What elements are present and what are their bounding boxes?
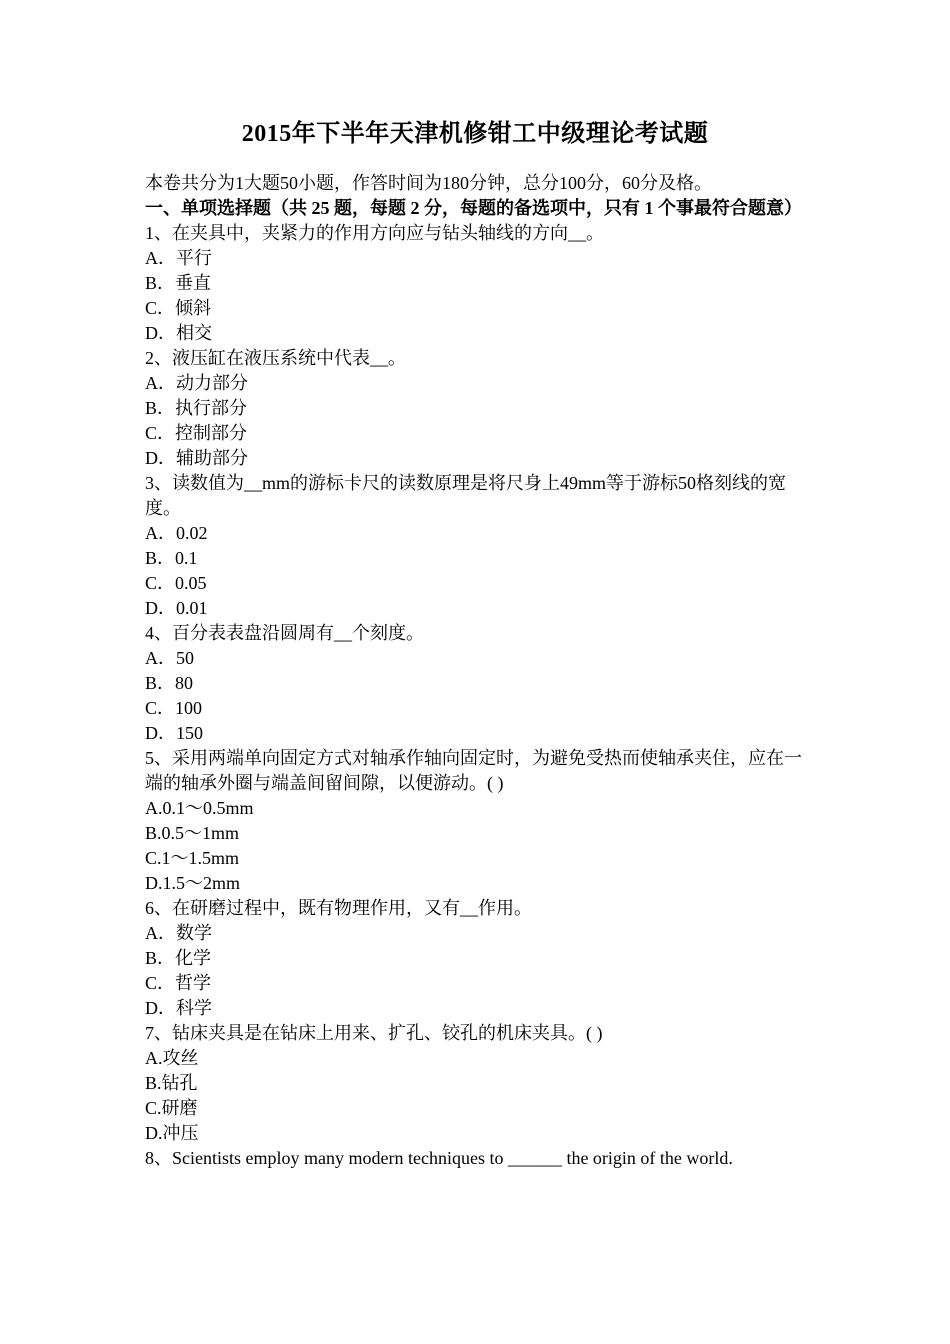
question-text: 6、在研磨过程中，既有物理作用，又有__作用。 — [145, 898, 532, 918]
option-a: A．动力部分 — [145, 373, 248, 393]
option-b: B．执行部分 — [145, 398, 248, 418]
option-a: A．50 — [145, 648, 194, 668]
exam-intro: 本卷共分为1大题50小题，作答时间为180分钟，总分100分，60分及格。 — [145, 173, 712, 193]
question-block — [145, 1021, 810, 1146]
section-heading: 一、单项选择题（共 25 题，每题 2 分，每题的备选项中，只有 1 个事最符合题意） — [145, 198, 802, 218]
option-d: D．0.01 — [145, 598, 208, 618]
question-block — [145, 746, 810, 896]
option-c: C.研磨 — [145, 1098, 198, 1118]
question-block — [145, 346, 810, 471]
option-b: B．80 — [145, 673, 194, 693]
question-block — [145, 621, 810, 746]
option-c: C．倾斜 — [145, 298, 212, 318]
option-c: C．100 — [145, 698, 203, 718]
option-b: B．0.1 — [145, 548, 198, 568]
option-d: D.1.5～2mm — [145, 873, 241, 893]
option-b: B．化学 — [145, 948, 212, 968]
question-block — [145, 1146, 810, 1171]
question-text: 8、Scientists employ many modern techniques to ______ the origin of the world. — [145, 1148, 733, 1168]
option-c: C．哲学 — [145, 973, 212, 993]
question-block — [145, 221, 810, 346]
option-a: A．平行 — [145, 248, 212, 268]
option-b: B.0.5～1mm — [145, 823, 240, 843]
question-block — [145, 896, 810, 1021]
option-c: C．控制部分 — [145, 423, 248, 443]
option-c: C．0.05 — [145, 573, 207, 593]
document-body — [145, 171, 810, 1171]
option-d: D．辅助部分 — [145, 448, 248, 468]
option-a: A.攻丝 — [145, 1048, 199, 1068]
option-b: B.钻孔 — [145, 1073, 198, 1093]
option-b: B．垂直 — [145, 273, 212, 293]
question-block — [145, 471, 810, 621]
option-d: D．科学 — [145, 998, 212, 1018]
question-text: 1、在夹具中，夹紧力的作用方向应与钻头轴线的方向__。 — [145, 223, 604, 243]
question-text: 3、读数值为__mm的游标卡尺的读数原理是将尺身上49mm等于游标50格刻线的宽度。 — [145, 473, 787, 518]
option-d: D.冲压 — [145, 1123, 199, 1143]
question-text: 5、采用两端单向固定方式对轴承作轴向固定时，为避免受热而使轴承夹住，应在一端的轴承外圈与端盖间留间隙，以便游动。( ) — [145, 748, 802, 793]
option-a: A．0.02 — [145, 523, 208, 543]
option-a: A．数学 — [145, 923, 212, 943]
option-a: A.0.1～0.5mm — [145, 798, 254, 818]
question-text: 7、钻床夹具是在钻床上用来、扩孔、铰孔的机床夹具。( ) — [145, 1023, 603, 1043]
option-d: D．相交 — [145, 323, 212, 343]
option-d: D．150 — [145, 723, 203, 743]
question-text: 4、百分表表盘沿圆周有__个刻度。 — [145, 623, 424, 643]
question-text: 2、液压缸在液压系统中代表__。 — [145, 348, 406, 368]
document-title: 2015年下半年天津机修钳工中级理论考试题 — [241, 121, 709, 147]
option-c: C.1～1.5mm — [145, 848, 240, 868]
